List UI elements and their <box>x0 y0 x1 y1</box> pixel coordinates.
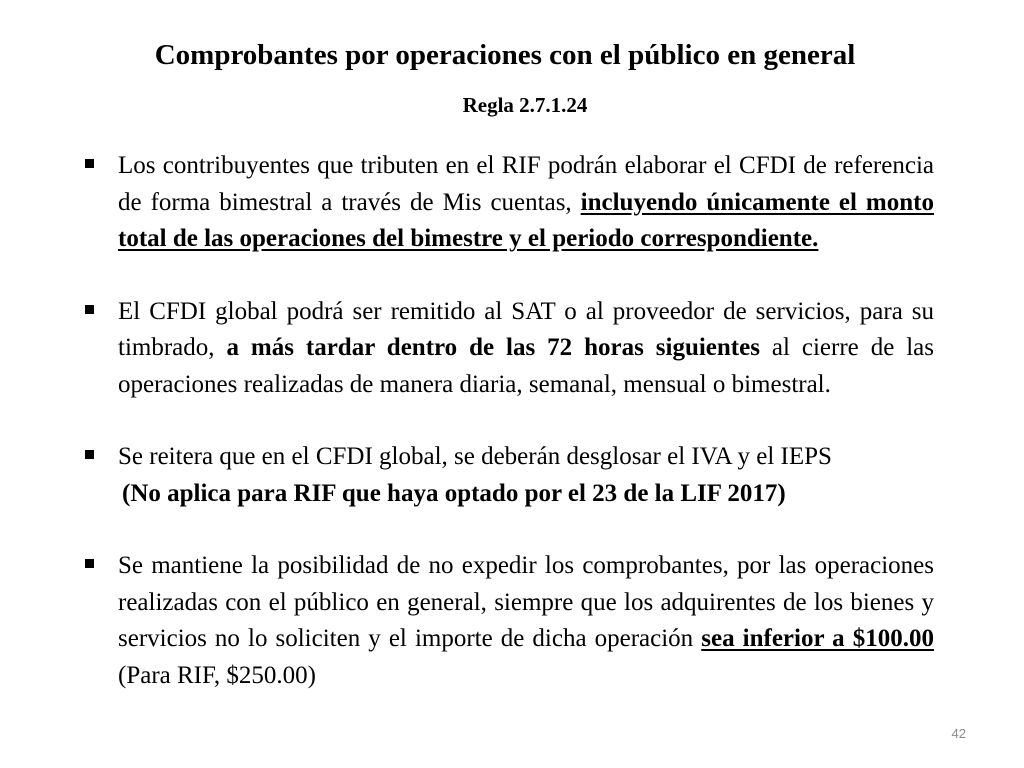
square-bullet-icon <box>85 450 94 459</box>
bullet-item-cfdi-global-timbrado <box>82 294 934 404</box>
bullet-item-no-expedir <box>82 548 934 694</box>
square-bullet-icon <box>85 305 94 314</box>
square-bullet-icon <box>85 559 94 568</box>
bullet-text-end: (Para RIF, $250.00) <box>118 661 316 689</box>
bullet-emphasis: sea inferior a $100.00 <box>701 625 934 652</box>
slide-title: Comprobantes por operaciones con el público en general <box>154 39 856 71</box>
bullet-text: Se mantiene la posibilidad de no expedir los comprobantes, por las operaciones realizadas con el público en general, siempre que los adquirentes de los bienes y servicios no lo soliciten y el importe de dicha operación <box>118 552 934 652</box>
bullet-text-end: ) <box>777 479 786 507</box>
square-bullet-icon <box>85 159 94 168</box>
page-number: 42 <box>951 726 966 741</box>
slide-subtitle: Regla 2.7.1.24 <box>462 93 588 117</box>
bullet-note <box>118 476 934 513</box>
bullet-text-end: al cierre de las operaciones realizadas de manera diaria, semanal, mensual o bimestral. <box>118 334 935 398</box>
bullet-emphasis: a más tardar dentro de las 72 horas siguientes <box>226 334 760 361</box>
bullet-item-rif-cfdi <box>82 148 934 258</box>
bullet-text: Los contribuyentes que tributen en el RIF podrán elaborar el CFDI de referencia de forma bimestral a través de Mis cuentas, <box>118 152 934 216</box>
bullet-list <box>82 148 934 694</box>
bullet-emphasis: (No aplica para RIF que haya optado por el 23 de la LIF 2017 <box>122 479 778 507</box>
bullet-text: Se reitera que en el CFDI global, se deberán desglosar el IVA y el IEPS <box>118 443 832 470</box>
bullet-emphasis: incluyendo únicamente el monto total de las operaciones del bimestre y el periodo correspondiente. <box>118 188 934 252</box>
bullet-item-iva-ieps <box>82 439 934 512</box>
bullet-text: El CFDI global podrá ser remitido al SAT o al proveedor de servicios, para su timbrado, <box>118 297 934 361</box>
